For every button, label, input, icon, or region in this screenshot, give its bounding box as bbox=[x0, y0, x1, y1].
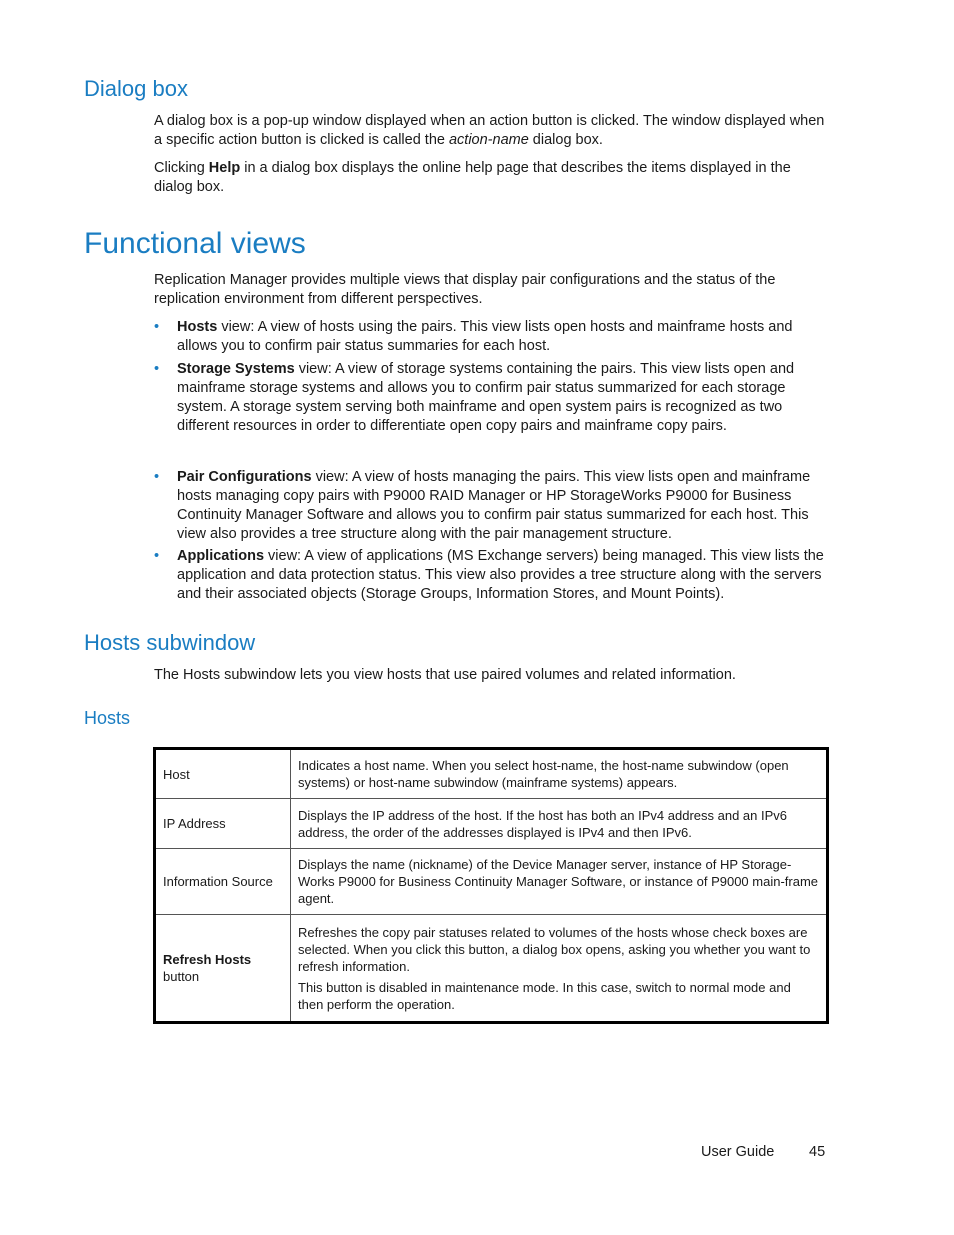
footer-label: User Guide bbox=[701, 1144, 775, 1160]
bullet-icon: • bbox=[154, 548, 160, 564]
table-cell-label: IP Address bbox=[155, 799, 291, 849]
bullet-text: view: A view of storage systems containing the pairs. This view lists open and mainframe storage systems and allows you to confirm pair status summarized for each storage system. A storage system serving both mainframe and open system pairs is recognized as two different resources in order to differentiate open copy pairs and mainframe copy pairs. bbox=[177, 361, 795, 434]
bullet-icon: • bbox=[154, 469, 160, 485]
table-cell-description: Displays the IP address of the host. If the host has both an IPv4 address and an IPv6 address, the order of the addresses displayed is IPv4 and then IPv6. bbox=[291, 799, 828, 849]
bullet-term: Applications bbox=[177, 548, 265, 564]
text-run: Clicking bbox=[154, 160, 209, 176]
table-cell-description: Indicates a host name. When you select host-name, the host-name subwindow (open systems) or host-name subwindow (mainframe systems) appears. bbox=[291, 749, 828, 799]
hosts-table bbox=[153, 747, 829, 1024]
bullet-text: view: A view of hosts using the pairs. This view lists open hosts and mainframe hosts and allows you to confirm pair status summaries for each host. bbox=[177, 319, 793, 354]
description-line: This button is disabled in maintenance mode. In this case, switch to normal mode and then perform the operation. bbox=[298, 979, 791, 1012]
page-title-functional-views: Functional views bbox=[84, 227, 306, 260]
bullet-term: Hosts bbox=[177, 319, 218, 335]
bullet-icon: • bbox=[154, 319, 160, 335]
table-cell-description bbox=[291, 915, 828, 1023]
bullet-term: Pair Configurations bbox=[177, 469, 312, 485]
bold-term: Help bbox=[208, 160, 241, 176]
text-run: A dialog box is a pop-up window displayed when an action button is clicked. The window displayed when a specific action button is clicked is called the bbox=[154, 113, 825, 148]
table-cell-description: Displays the name (nickname) of the Device Manager server, instance of HP Storage-Works P9000 for Business Continuity Manager Software, or instance of P9000 main-frame agent. bbox=[291, 849, 828, 915]
table-row bbox=[155, 749, 828, 799]
page-number: 45 bbox=[809, 1144, 826, 1160]
table-cell-label bbox=[155, 915, 291, 1023]
bullet-item-hosts bbox=[154, 318, 830, 356]
bullet-icon: • bbox=[154, 361, 160, 377]
italic-term: action-name bbox=[448, 132, 529, 148]
section-heading-hosts-subwindow: Hosts subwindow bbox=[84, 630, 256, 655]
table-row bbox=[155, 799, 828, 849]
text-run: in a dialog box displays the online help page that describes the items displayed in the dialog box. bbox=[154, 160, 791, 195]
table-cell-label: Information Source bbox=[155, 849, 291, 915]
hosts-subwindow-intro: The Hosts subwindow lets you view hosts that use paired volumes and related information. bbox=[154, 667, 736, 683]
bullet-item-storage-systems bbox=[154, 360, 830, 436]
description-line: Refreshes the copy pair statuses related to volumes of the hosts whose check boxes are selected. When you click this button, a dialog box opens, asking you whether you want to refresh information. bbox=[298, 924, 811, 974]
section-heading-dialog-box: Dialog box bbox=[84, 76, 188, 101]
dialog-box-paragraph-2 bbox=[154, 159, 830, 197]
table-row bbox=[155, 915, 828, 1023]
bullet-item-pair-configurations bbox=[154, 468, 830, 544]
table-row bbox=[155, 849, 828, 915]
table-cell-label: Host bbox=[155, 749, 291, 799]
functional-views-intro: Replication Manager provides multiple views that display pair configurations and the status of the replication environment from different perspectives. bbox=[154, 272, 776, 307]
text-run: dialog box. bbox=[528, 132, 603, 148]
bullet-text: view: A view of applications (MS Exchange servers) being managed. This view lists the application and data protection status. This view also provides a tree structure along with the servers and their associated objects (Storage Groups, Information Stores, and Mount Points). bbox=[177, 548, 824, 602]
bullet-text: view: A view of hosts managing the pairs. This view lists open and mainframe hosts managing copy pairs with P9000 RAID Manager or HP StorageWorks P9000 for Business Continuity Manager Software and allows you to confirm pair status summarized for each host. This view also provides a tree structure along with the pair management structure. bbox=[177, 469, 811, 542]
text-run: button bbox=[163, 969, 200, 984]
bold-term: Refresh Hosts bbox=[163, 952, 252, 967]
bullet-term: Storage Systems bbox=[177, 361, 295, 377]
dialog-box-paragraph-1 bbox=[154, 112, 830, 150]
bullet-item-applications bbox=[154, 547, 830, 604]
subsection-heading-hosts: Hosts bbox=[84, 708, 131, 728]
